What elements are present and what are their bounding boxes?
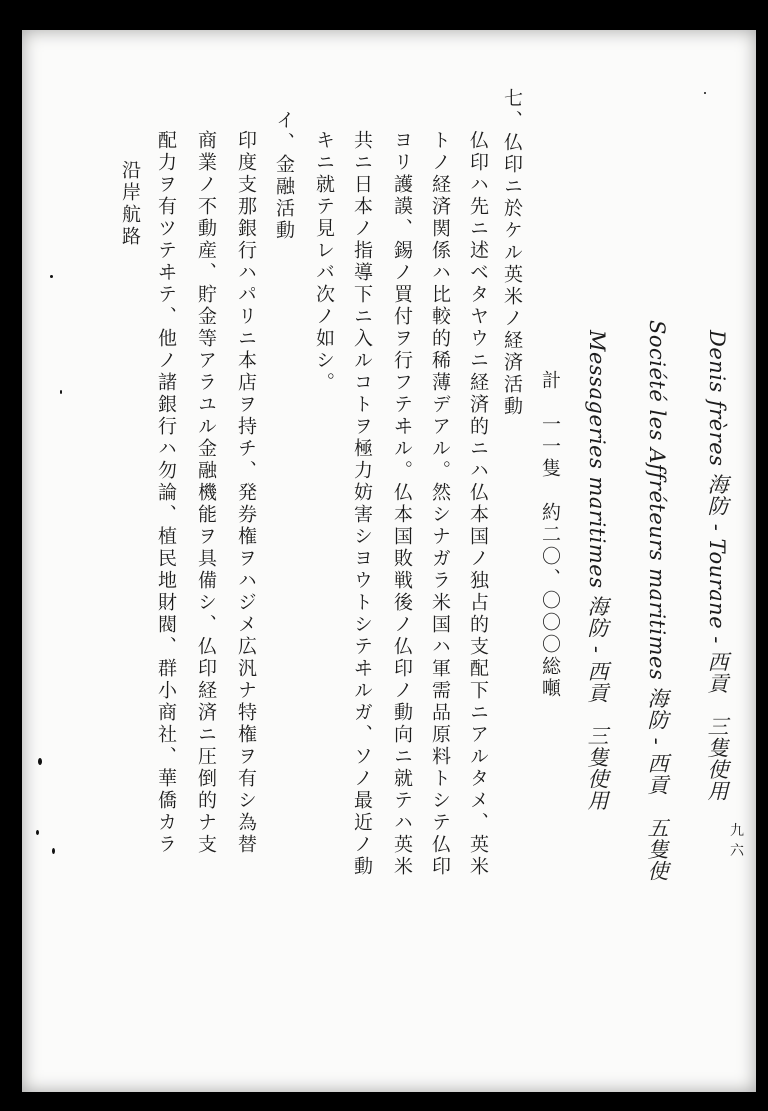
scan-speck [704,92,706,94]
total-line: 計 一一隻 約二〇、〇〇〇総噸 [539,370,561,700]
scan-speck [52,848,55,854]
route-line-2-text: Société les Affréteurs maritimes 海防 - 西貢 五隻使 [645,320,669,882]
page-number: 九六 [730,823,744,859]
para1-line-1: 仏印ハ先ニ述ベタヤウニ経済的ニハ仏本国ノ独占的支配下ニアルタメ、英米 [467,130,489,878]
scan-speck [50,275,53,278]
route-label: 沿岸航路 [119,160,141,248]
scan-speck [60,390,62,394]
para1-line-2: トノ経済関係ハ比較的稀薄デアル。然シナガラ米国ハ軍需品原料トシテ仏印 [429,130,451,878]
para2-line-2: 商業ノ不動産、貯金等アラユル金融機能ヲ具備シ、仏印経済ニ圧倒的ナ支 [195,130,217,856]
para1-line-4: 共ニ日本ノ指導下ニ入ルコトヲ極力妨害シヨウトシテヰルガ、ソノ最近ノ動 [351,130,373,878]
scan-speck [38,758,42,765]
subsection-title: イ、金融活動 [273,110,295,242]
para1-line-5: キニ就テ見レバ次ノ如シ。 [313,130,335,394]
section-title: 七、仏印ニ於ケル英米ノ経済活動 [501,88,523,418]
document-page [22,30,756,1092]
route-line-1-text: Denis frères 海防 - Tourane - 西貢 三隻使用 [705,330,729,802]
para2-line-3: 配力ヲ有ツテヰテ、他ノ諸銀行ハ勿論、植民地財閥、群小商社、華僑カラ [155,130,177,856]
para1-line-3: ヨリ護謨、錫ノ買付ヲ行フテヰル。仏本国敗戦後ノ仏印ノ動向ニ就テハ英米 [391,130,413,878]
scan-speck [36,830,39,835]
para2-line-1: 印度支那銀行ハパリニ本店ヲ持チ、発券権ヲハジメ広汎ナ特権ヲ有シ為替 [235,130,257,856]
route-line-3-text: Messageries maritimes 海防 - 西貢 三隻使用 [585,330,609,812]
